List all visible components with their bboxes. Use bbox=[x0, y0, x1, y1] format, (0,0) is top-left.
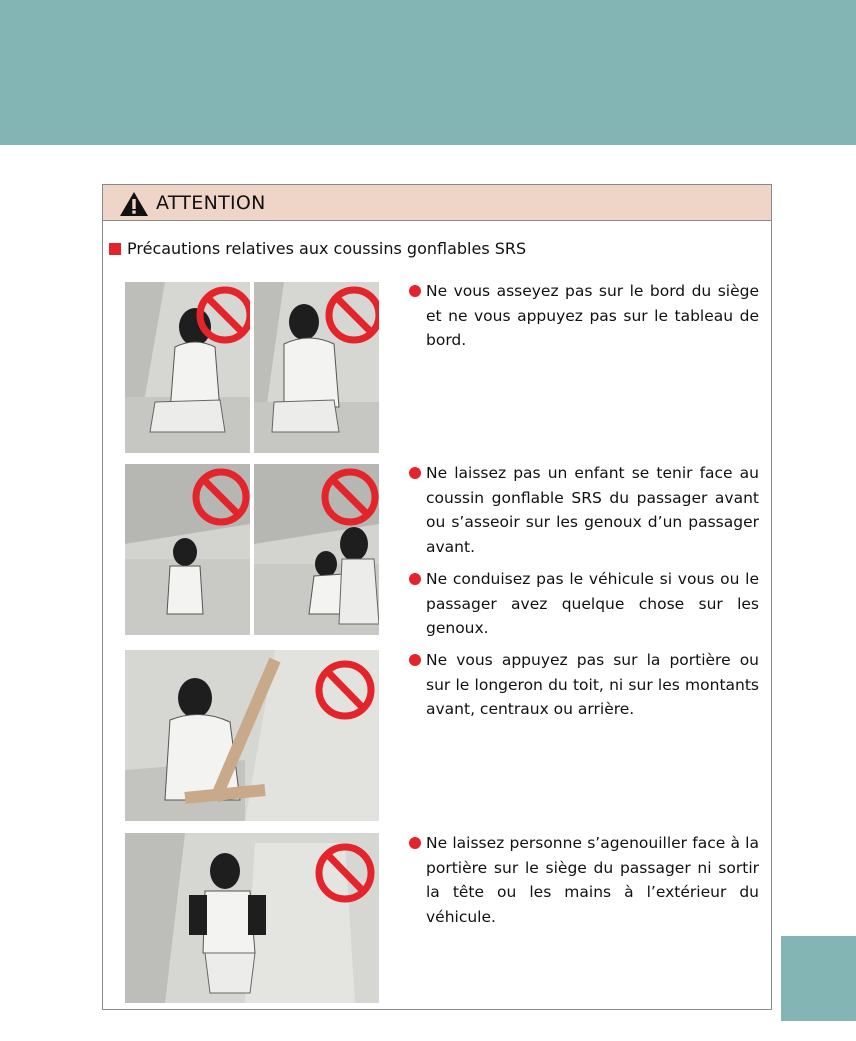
row-2-text bbox=[409, 461, 759, 649]
section-heading-text: Précautions relatives aux coussins gonflables SRS bbox=[127, 239, 527, 258]
bullet-item: Ne conduisez pas le véhicule si vous ou le passager avez quelque chose sur les genoux. bbox=[409, 567, 759, 641]
warning-title: ATTENTION bbox=[156, 192, 266, 214]
chapter-tab bbox=[781, 936, 856, 1021]
warning-triangle-icon bbox=[119, 191, 149, 217]
bullet-item: Ne vous appuyez pas sur la portière ou sur le longeron du toit, ni sur les montants avant, centraux ou arrière. bbox=[409, 648, 759, 722]
bullet-dot-icon bbox=[409, 285, 421, 297]
page-header-band bbox=[0, 0, 856, 145]
warning-header bbox=[103, 185, 771, 221]
bullet-dot-icon bbox=[409, 467, 421, 479]
bullet-item: Ne laissez personne s’agenouiller face à la portière sur le siège du passager ni sortir la tête ou les mains à l’extérieur du véhicule. bbox=[409, 831, 759, 929]
warning-box bbox=[102, 184, 772, 1010]
row-3-text bbox=[409, 648, 759, 730]
illustration-child-standing bbox=[125, 464, 250, 635]
bullet-dot-icon bbox=[409, 654, 421, 666]
illustration-sitting-edge bbox=[125, 282, 250, 453]
bullet-dot-icon bbox=[409, 573, 421, 585]
section-heading bbox=[109, 239, 526, 259]
bullet-item: Ne laissez pas un enfant se tenir face au coussin gonflable SRS du passager avant ou s’asseoir sur les genoux d’un passager avant. bbox=[409, 461, 759, 559]
illustration-kneeling-seat bbox=[125, 833, 379, 1003]
illustration-leaning-door bbox=[125, 650, 379, 821]
row-1-text bbox=[409, 279, 759, 361]
bullet-item: Ne vous asseyez pas sur le bord du siège et ne vous appuyez pas sur le tableau de bord. bbox=[409, 279, 759, 353]
section-square-icon bbox=[109, 243, 121, 255]
illustration-leaning-dashboard bbox=[254, 282, 379, 453]
row-4-text bbox=[409, 831, 759, 937]
illustration-child-on-lap bbox=[254, 464, 379, 635]
bullet-dot-icon bbox=[409, 837, 421, 849]
